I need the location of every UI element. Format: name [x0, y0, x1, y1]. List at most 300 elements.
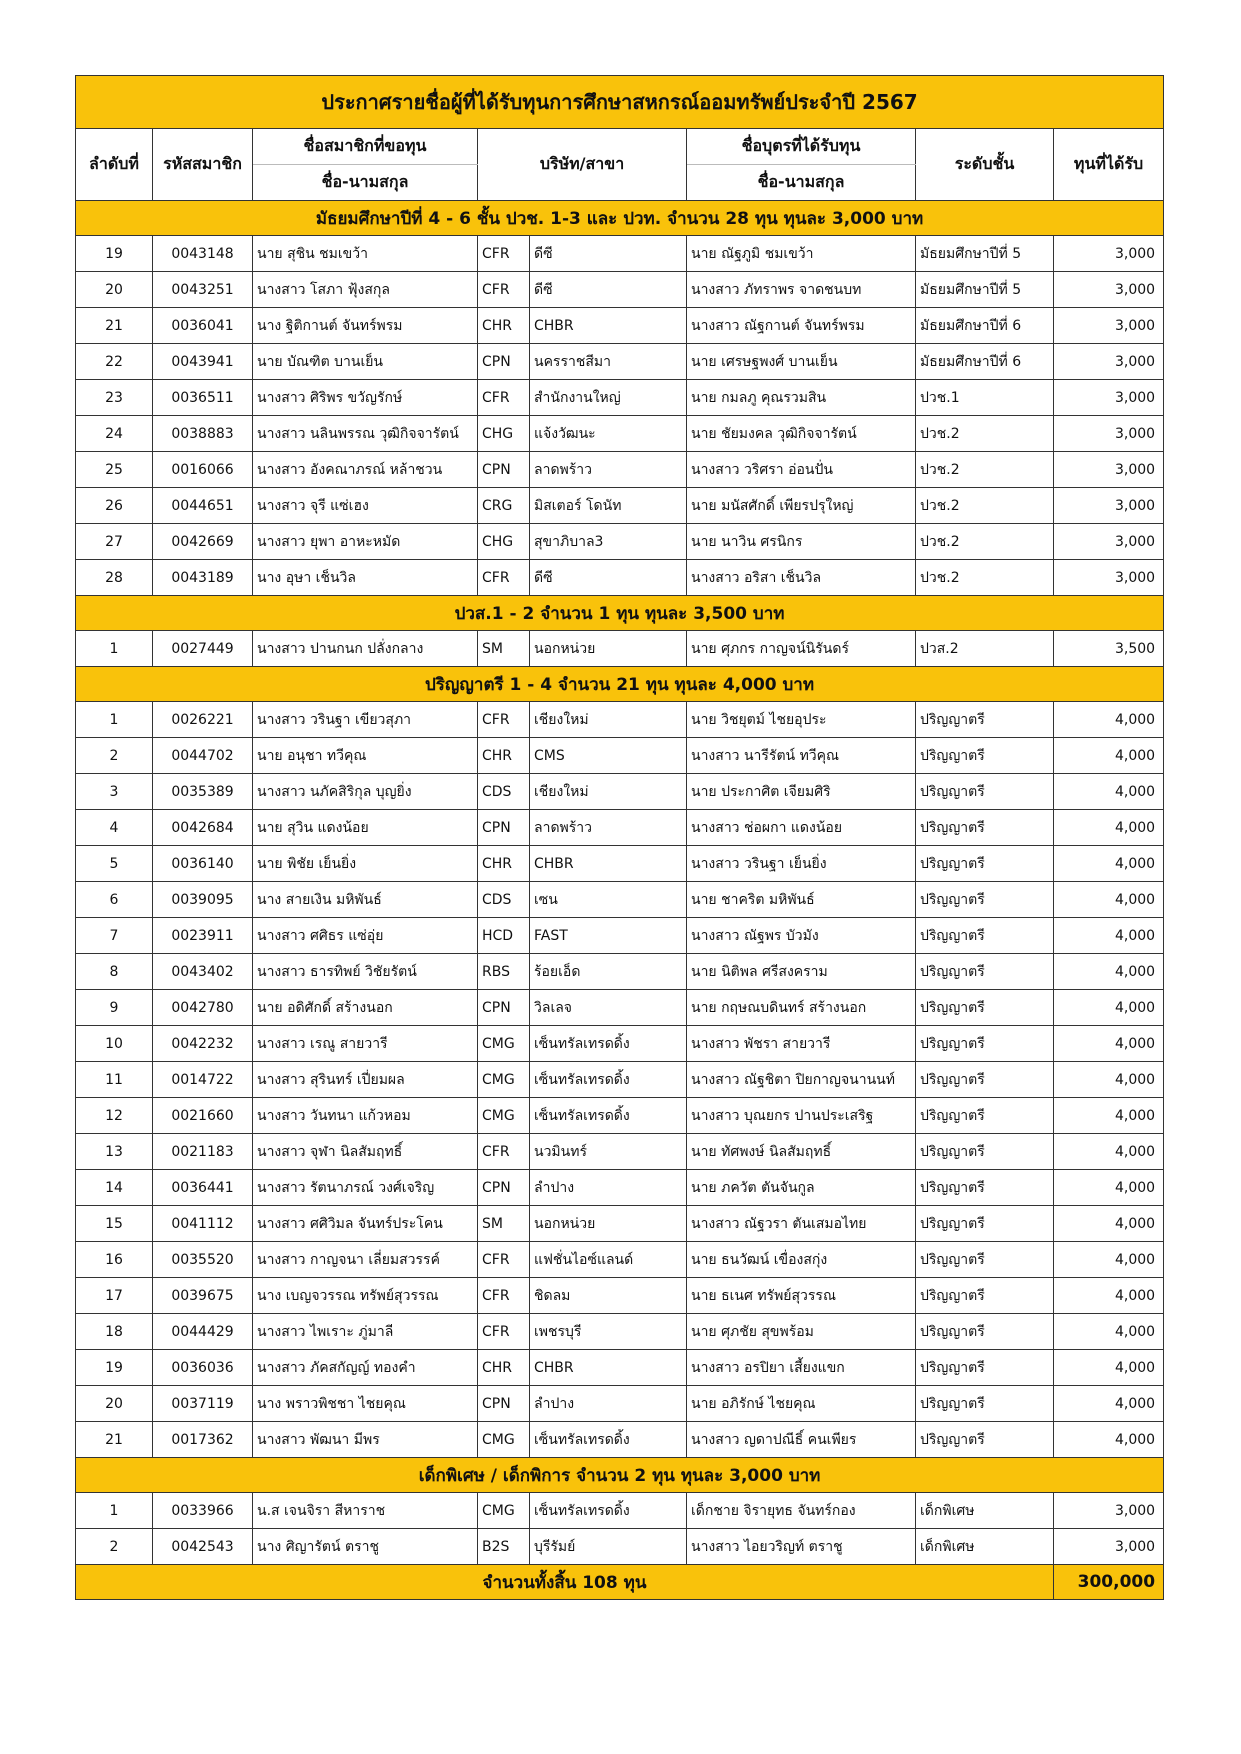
total-row	[76, 1565, 1164, 1600]
row-no: 19	[76, 236, 153, 272]
row-child-name: นาย วิชยุตม์ ไชยอุประ	[687, 702, 916, 738]
table-row	[76, 1386, 1164, 1422]
row-member-id: 0044702	[153, 738, 253, 774]
row-member-id: 0042543	[153, 1529, 253, 1565]
row-level: ปริญญาตรี	[916, 1278, 1054, 1314]
row-company-code: CPN	[478, 990, 530, 1026]
table-row	[76, 1422, 1164, 1458]
row-child-name: นาย ประกาศิต เจียมศิริ	[687, 774, 916, 810]
row-branch: สุขาภิบาล3	[530, 524, 687, 560]
header-member-id: รหัสสมาชิก	[153, 129, 253, 201]
row-no: 9	[76, 990, 153, 1026]
row-child-name: นาย มนัสศักดิ์ เพียรปรุใหญ่	[687, 488, 916, 524]
row-level: ปวช.2	[916, 452, 1054, 488]
row-level: ปริญญาตรี	[916, 810, 1054, 846]
row-member-name: นางสาว ยุพา อาหะหมัด	[253, 524, 478, 560]
row-company-code: SM	[478, 631, 530, 667]
row-no: 23	[76, 380, 153, 416]
header-company: บริษัท/สาขา	[478, 129, 687, 201]
row-level: ปวช.1	[916, 380, 1054, 416]
row-no: 25	[76, 452, 153, 488]
row-member-name: นางสาว นลินพรรณ วุฒิกิจจารัตน์	[253, 416, 478, 452]
row-no: 28	[76, 560, 153, 596]
row-branch: สำนักงานใหญ่	[530, 380, 687, 416]
row-member-id: 0039095	[153, 882, 253, 918]
row-branch: เซน	[530, 882, 687, 918]
header-member-group: ชื่อสมาชิกที่ขอทุน	[253, 129, 478, 165]
row-amount: 4,000	[1054, 954, 1164, 990]
row-amount: 3,000	[1054, 524, 1164, 560]
row-amount: 4,000	[1054, 990, 1164, 1026]
row-member-name: นางสาว วรินฐา เขียวสุภา	[253, 702, 478, 738]
row-branch: เซ็นทรัลเทรดดิ้ง	[530, 1026, 687, 1062]
row-child-name: นาย นิติพล ศรีสงคราม	[687, 954, 916, 990]
table-row	[76, 416, 1164, 452]
row-branch: นครราชสีมา	[530, 344, 687, 380]
row-member-id: 0036140	[153, 846, 253, 882]
row-no: 1	[76, 631, 153, 667]
row-no: 13	[76, 1134, 153, 1170]
row-company-code: CFR	[478, 1242, 530, 1278]
table-row	[76, 488, 1164, 524]
row-branch: เพชรบุรี	[530, 1314, 687, 1350]
row-member-name: นางสาว ปานกนก ปลั่งกลาง	[253, 631, 478, 667]
row-member-name: นางสาว รัตนาภรณ์ วงศ์เจริญ	[253, 1170, 478, 1206]
row-company-code: CFR	[478, 1278, 530, 1314]
table-row	[76, 272, 1164, 308]
row-child-name: นางสาว ไอยวริญท์ ตราชู	[687, 1529, 916, 1565]
row-member-id: 0037119	[153, 1386, 253, 1422]
row-no: 21	[76, 308, 153, 344]
table-row	[76, 1493, 1164, 1529]
row-branch: นวมินทร์	[530, 1134, 687, 1170]
table-row	[76, 1170, 1164, 1206]
row-no: 22	[76, 344, 153, 380]
row-company-code: CPN	[478, 1386, 530, 1422]
row-member-name: นาง พราวพิชชา ไชยคุณ	[253, 1386, 478, 1422]
row-member-name: นาย บัณฑิต บานเย็น	[253, 344, 478, 380]
row-company-code: CDS	[478, 774, 530, 810]
row-company-code: CFR	[478, 1314, 530, 1350]
row-member-id: 0035389	[153, 774, 253, 810]
row-amount: 4,000	[1054, 774, 1164, 810]
row-member-id: 0042684	[153, 810, 253, 846]
row-member-id: 0041112	[153, 1206, 253, 1242]
row-child-name: นาย ทัศพงษ์ นิลสัมฤทธิ์	[687, 1134, 916, 1170]
row-company-code: CMG	[478, 1493, 530, 1529]
row-no: 1	[76, 702, 153, 738]
section-header	[76, 667, 1164, 702]
row-no: 20	[76, 1386, 153, 1422]
row-child-name: นาย ชัยมงคล วุฒิกิจจารัตน์	[687, 416, 916, 452]
row-member-id: 0036036	[153, 1350, 253, 1386]
row-level: ปริญญาตรี	[916, 1170, 1054, 1206]
row-level: ปริญญาตรี	[916, 990, 1054, 1026]
section-title: มัธยมศึกษาปีที่ 4 - 6 ชั้น ปวช. 1-3 และ ปวท. จำนวน 28 ทุน ทุนละ 3,000 บาท	[76, 201, 1164, 236]
row-company-code: CDS	[478, 882, 530, 918]
row-level: ปริญญาตรี	[916, 1098, 1054, 1134]
row-no: 19	[76, 1350, 153, 1386]
row-child-name: นาย เศรษฐพงศ์ บานเย็น	[687, 344, 916, 380]
header-child-group: ชื่อบุตรที่ได้รับทุน	[687, 129, 916, 165]
row-child-name: นาย ศุภชัย สุขพร้อม	[687, 1314, 916, 1350]
row-company-code: CHG	[478, 416, 530, 452]
row-level: ปริญญาตรี	[916, 954, 1054, 990]
row-branch: มิสเตอร์ โดนัท	[530, 488, 687, 524]
row-member-id: 0044429	[153, 1314, 253, 1350]
row-branch: เซ็นทรัลเทรดดิ้ง	[530, 1422, 687, 1458]
row-member-id: 0043189	[153, 560, 253, 596]
table-row	[76, 882, 1164, 918]
row-no: 6	[76, 882, 153, 918]
row-level: ปริญญาตรี	[916, 1386, 1054, 1422]
row-level: ปริญญาตรี	[916, 1422, 1054, 1458]
row-branch: ลำปาง	[530, 1386, 687, 1422]
section-title: ปริญญาตรี 1 - 4 จำนวน 21 ทุน ทุนละ 4,000 บาท	[76, 667, 1164, 702]
row-branch: เซ็นทรัลเทรดดิ้ง	[530, 1062, 687, 1098]
row-branch: เซ็นทรัลเทรดดิ้ง	[530, 1098, 687, 1134]
section-header	[76, 201, 1164, 236]
row-member-name: นาย อดิศักดิ์ สร้างนอก	[253, 990, 478, 1026]
row-no: 12	[76, 1098, 153, 1134]
row-company-code: CPN	[478, 344, 530, 380]
row-amount: 3,000	[1054, 1493, 1164, 1529]
row-member-name: นาง อุษา เช็นวิล	[253, 560, 478, 596]
row-member-id: 0042780	[153, 990, 253, 1026]
row-company-code: CPN	[478, 452, 530, 488]
table-row	[76, 452, 1164, 488]
row-amount: 4,000	[1054, 810, 1164, 846]
row-level: ปริญญาตรี	[916, 846, 1054, 882]
row-amount: 3,500	[1054, 631, 1164, 667]
row-branch: นอกหน่วย	[530, 1206, 687, 1242]
row-member-name: นางสาว ศิริพร ขวัญรักษ์	[253, 380, 478, 416]
row-level: ปริญญาตรี	[916, 774, 1054, 810]
row-child-name: นางสาว วริศรา อ่อนปั่น	[687, 452, 916, 488]
table-row	[76, 810, 1164, 846]
section-title: ปวส.1 - 2 จำนวน 1 ทุน ทุนละ 3,500 บาท	[76, 596, 1164, 631]
row-member-name: นางสาว จุรี แซ่เฮง	[253, 488, 478, 524]
row-branch: ชิดลม	[530, 1278, 687, 1314]
row-level: ปริญญาตรี	[916, 1206, 1054, 1242]
total-label: จำนวนทั้งสิ้น 108 ทุน	[76, 1565, 1054, 1600]
row-member-id: 0042232	[153, 1026, 253, 1062]
row-amount: 3,000	[1054, 452, 1164, 488]
table-row	[76, 1529, 1164, 1565]
section-header	[76, 596, 1164, 631]
row-amount: 4,000	[1054, 1350, 1164, 1386]
row-no: 20	[76, 272, 153, 308]
table-row	[76, 846, 1164, 882]
row-company-code: CFR	[478, 380, 530, 416]
header-amount: ทุนที่ได้รับ	[1054, 129, 1164, 201]
row-no: 15	[76, 1206, 153, 1242]
row-amount: 4,000	[1054, 702, 1164, 738]
row-child-name: นางสาว ญดาปณีธิ์ คนเพียร	[687, 1422, 916, 1458]
row-no: 14	[76, 1170, 153, 1206]
row-branch: ดีซี	[530, 560, 687, 596]
row-company-code: CPN	[478, 810, 530, 846]
row-member-id: 0042669	[153, 524, 253, 560]
row-member-name: นาย พิชัย เย็นยิ่ง	[253, 846, 478, 882]
row-branch: CHBR	[530, 846, 687, 882]
header-level: ระดับชั้น	[916, 129, 1054, 201]
total-amount: 300,000	[1054, 1565, 1164, 1600]
row-child-name: นางสาว อริสา เช็นวิล	[687, 560, 916, 596]
row-member-name: นางสาว โสภา ฟุ้งสกุล	[253, 272, 478, 308]
row-child-name: นางสาว ณัฐวรา ตันเสมอไทย	[687, 1206, 916, 1242]
row-amount: 3,000	[1054, 1529, 1164, 1565]
table-row	[76, 524, 1164, 560]
row-child-name: นางสาว นารีรัตน์ ทวีคุณ	[687, 738, 916, 774]
table-row	[76, 344, 1164, 380]
row-member-name: นางสาว เรณู สายวารี	[253, 1026, 478, 1062]
row-amount: 3,000	[1054, 560, 1164, 596]
table-row	[76, 1314, 1164, 1350]
table-row	[76, 1062, 1164, 1098]
table-row	[76, 774, 1164, 810]
row-child-name: นางสาว ช่อผกา แดงน้อย	[687, 810, 916, 846]
row-member-name: นางสาว ธารทิพย์ วิชัยรัตน์	[253, 954, 478, 990]
row-member-name: นาย อนุชา ทวีคุณ	[253, 738, 478, 774]
row-member-id: 0027449	[153, 631, 253, 667]
row-branch: ดีซี	[530, 272, 687, 308]
row-amount: 4,000	[1054, 1314, 1164, 1350]
row-branch: FAST	[530, 918, 687, 954]
row-amount: 4,000	[1054, 918, 1164, 954]
row-company-code: B2S	[478, 1529, 530, 1565]
row-amount: 4,000	[1054, 1062, 1164, 1098]
page-title: ประกาศรายชื่อผู้ที่ได้รับทุนการศึกษาสหกรณ์ออมทรัพย์ประจำปี 2567	[76, 76, 1164, 129]
row-company-code: CHR	[478, 738, 530, 774]
row-child-name: เด็กชาย จิรายุทธ จันทร์กอง	[687, 1493, 916, 1529]
row-amount: 4,000	[1054, 1098, 1164, 1134]
table-row	[76, 1242, 1164, 1278]
row-member-id: 0043941	[153, 344, 253, 380]
row-child-name: นาย ธนวัฒน์ เขื่องสกุ่ง	[687, 1242, 916, 1278]
row-company-code: CFR	[478, 236, 530, 272]
row-level: ปริญญาตรี	[916, 1026, 1054, 1062]
row-member-id: 0021660	[153, 1098, 253, 1134]
row-amount: 4,000	[1054, 1206, 1164, 1242]
row-company-code: SM	[478, 1206, 530, 1242]
row-member-name: นาง ศิญารัตน์ ตราชู	[253, 1529, 478, 1565]
row-branch: เชียงใหม่	[530, 774, 687, 810]
table-row	[76, 380, 1164, 416]
row-member-id: 0035520	[153, 1242, 253, 1278]
row-branch: ลาดพร้าว	[530, 810, 687, 846]
row-member-id: 0017362	[153, 1422, 253, 1458]
row-level: ปวช.2	[916, 416, 1054, 452]
row-member-name: นางสาว ศศิวิมล จันทร์ประโคน	[253, 1206, 478, 1242]
row-child-name: นาย ธเนศ ทรัพย์สุวรรณ	[687, 1278, 916, 1314]
row-member-id: 0036511	[153, 380, 253, 416]
table-row	[76, 1098, 1164, 1134]
row-branch: วิลเลจ	[530, 990, 687, 1026]
row-member-name: นางสาว วันทนา แก้วหอม	[253, 1098, 478, 1134]
row-level: ปริญญาตรี	[916, 918, 1054, 954]
table-row	[76, 738, 1164, 774]
row-company-code: CFR	[478, 1134, 530, 1170]
row-amount: 4,000	[1054, 846, 1164, 882]
row-amount: 4,000	[1054, 882, 1164, 918]
row-amount: 4,000	[1054, 1242, 1164, 1278]
row-member-id: 0023911	[153, 918, 253, 954]
row-member-id: 0033966	[153, 1493, 253, 1529]
table-row	[76, 560, 1164, 596]
row-amount: 4,000	[1054, 1386, 1164, 1422]
row-level: ปริญญาตรี	[916, 1062, 1054, 1098]
row-child-name: นางสาว พัชรา สายวารี	[687, 1026, 916, 1062]
table-row	[76, 990, 1164, 1026]
row-no: 10	[76, 1026, 153, 1062]
row-member-id: 0014722	[153, 1062, 253, 1098]
row-member-name: นาย สุวิน แดงน้อย	[253, 810, 478, 846]
row-level: ปริญญาตรี	[916, 1314, 1054, 1350]
header-no: ลำดับที่	[76, 129, 153, 201]
row-branch: เชียงใหม่	[530, 702, 687, 738]
row-no: 3	[76, 774, 153, 810]
row-company-code: CMG	[478, 1026, 530, 1062]
row-member-name: นางสาว กาญจนา เลี่ยมสวรรค์	[253, 1242, 478, 1278]
row-level: ปริญญาตรี	[916, 882, 1054, 918]
row-no: 27	[76, 524, 153, 560]
row-no: 4	[76, 810, 153, 846]
row-branch: ดีซี	[530, 236, 687, 272]
row-no: 8	[76, 954, 153, 990]
row-company-code: CFR	[478, 702, 530, 738]
row-amount: 4,000	[1054, 738, 1164, 774]
row-member-name: นางสาว พัฒนา มีพร	[253, 1422, 478, 1458]
row-member-id: 0016066	[153, 452, 253, 488]
row-member-id: 0038883	[153, 416, 253, 452]
row-company-code: CPN	[478, 1170, 530, 1206]
row-no: 11	[76, 1062, 153, 1098]
table-row	[76, 918, 1164, 954]
row-level: มัธยมศึกษาปีที่ 6	[916, 308, 1054, 344]
row-amount: 3,000	[1054, 272, 1164, 308]
table-row	[76, 1206, 1164, 1242]
header-child-name: ชื่อ-นามสกุล	[687, 165, 916, 201]
row-level: ปริญญาตรี	[916, 738, 1054, 774]
row-company-code: CHG	[478, 524, 530, 560]
row-member-name: นางสาว สุรินทร์ เปี่ยมผล	[253, 1062, 478, 1098]
row-branch: CHBR	[530, 1350, 687, 1386]
row-no: 17	[76, 1278, 153, 1314]
row-member-name: นาง ฐิติกานต์ จันทร์พรม	[253, 308, 478, 344]
row-member-id: 0039675	[153, 1278, 253, 1314]
row-no: 2	[76, 738, 153, 774]
row-member-name: นางสาว ภัคสกัญญ์ ทองคำ	[253, 1350, 478, 1386]
row-amount: 3,000	[1054, 380, 1164, 416]
table-row	[76, 954, 1164, 990]
row-company-code: CHR	[478, 308, 530, 344]
row-no: 16	[76, 1242, 153, 1278]
row-no: 2	[76, 1529, 153, 1565]
row-member-id: 0036041	[153, 308, 253, 344]
row-company-code: CRG	[478, 488, 530, 524]
row-amount: 3,000	[1054, 236, 1164, 272]
row-company-code: CMG	[478, 1098, 530, 1134]
row-member-name: นางสาว ศศิธร แซ่อุ่ย	[253, 918, 478, 954]
row-child-name: นางสาว ณัฐพร บัวมัง	[687, 918, 916, 954]
row-branch: แจ้งวัฒนะ	[530, 416, 687, 452]
row-company-code: CFR	[478, 560, 530, 596]
row-member-id: 0043148	[153, 236, 253, 272]
row-branch: CHBR	[530, 308, 687, 344]
row-level: ปริญญาตรี	[916, 1350, 1054, 1386]
row-level: ปวช.2	[916, 524, 1054, 560]
header-member-name: ชื่อ-นามสกุล	[253, 165, 478, 201]
row-child-name: นางสาว บุณยกร ปานประเสริฐ	[687, 1098, 916, 1134]
row-child-name: นางสาว อรปิยา เสี้ยงแขก	[687, 1350, 916, 1386]
row-no: 18	[76, 1314, 153, 1350]
row-member-id: 0036441	[153, 1170, 253, 1206]
row-member-id: 0044651	[153, 488, 253, 524]
row-company-code: CFR	[478, 272, 530, 308]
row-member-name: นาย สุชิน ชมเขว้า	[253, 236, 478, 272]
table-row	[76, 308, 1164, 344]
row-amount: 3,000	[1054, 308, 1164, 344]
table-row	[76, 236, 1164, 272]
row-child-name: นาย ภควัต ตันจันกูล	[687, 1170, 916, 1206]
row-child-name: นางสาว ณัฐชิตา ปิยกาญจนานนท์	[687, 1062, 916, 1098]
row-amount: 4,000	[1054, 1278, 1164, 1314]
row-branch: บุรีรัมย์	[530, 1529, 687, 1565]
row-amount: 3,000	[1054, 488, 1164, 524]
row-member-name: นาง เบญจวรรณ ทรัพย์สุวรรณ	[253, 1278, 478, 1314]
row-company-code: CHR	[478, 1350, 530, 1386]
row-member-name: น.ส เจนจิรา สีหาราช	[253, 1493, 478, 1529]
row-level: มัธยมศึกษาปีที่ 5	[916, 272, 1054, 308]
row-level: ปวช.2	[916, 488, 1054, 524]
row-member-id: 0021183	[153, 1134, 253, 1170]
row-level: ปวส.2	[916, 631, 1054, 667]
scholarship-table	[75, 75, 1164, 1600]
section-header	[76, 1458, 1164, 1493]
row-member-name: นาง สายเงิน มหิพันธ์	[253, 882, 478, 918]
row-child-name: นางสาว วรินฐา เย็นยิ่ง	[687, 846, 916, 882]
row-level: ปริญญาตรี	[916, 1134, 1054, 1170]
row-child-name: นาย นาวิน ศรนิกร	[687, 524, 916, 560]
row-amount: 3,000	[1054, 416, 1164, 452]
row-no: 26	[76, 488, 153, 524]
row-amount: 3,000	[1054, 344, 1164, 380]
row-amount: 4,000	[1054, 1170, 1164, 1206]
row-no: 7	[76, 918, 153, 954]
row-level: มัธยมศึกษาปีที่ 6	[916, 344, 1054, 380]
row-child-name: นาย ณัฐภูมิ ชมเขว้า	[687, 236, 916, 272]
row-amount: 4,000	[1054, 1422, 1164, 1458]
row-level: มัธยมศึกษาปีที่ 5	[916, 236, 1054, 272]
row-branch: ร้อยเอ็ด	[530, 954, 687, 990]
table-row	[76, 631, 1164, 667]
row-level: ปริญญาตรี	[916, 1242, 1054, 1278]
row-no: 21	[76, 1422, 153, 1458]
row-child-name: นาย ศุภกร กาญจน์นิรันดร์	[687, 631, 916, 667]
row-level: เด็กพิเศษ	[916, 1529, 1054, 1565]
row-child-name: นางสาว ณัฐกานต์ จันทร์พรม	[687, 308, 916, 344]
row-no: 1	[76, 1493, 153, 1529]
row-level: ปริญญาตรี	[916, 702, 1054, 738]
table-row	[76, 1026, 1164, 1062]
row-company-code: CHR	[478, 846, 530, 882]
row-branch: ลำปาง	[530, 1170, 687, 1206]
row-amount: 4,000	[1054, 1134, 1164, 1170]
row-child-name: นาย อภิรักษ์ ไชยคุณ	[687, 1386, 916, 1422]
row-member-id: 0026221	[153, 702, 253, 738]
row-amount: 4,000	[1054, 1026, 1164, 1062]
